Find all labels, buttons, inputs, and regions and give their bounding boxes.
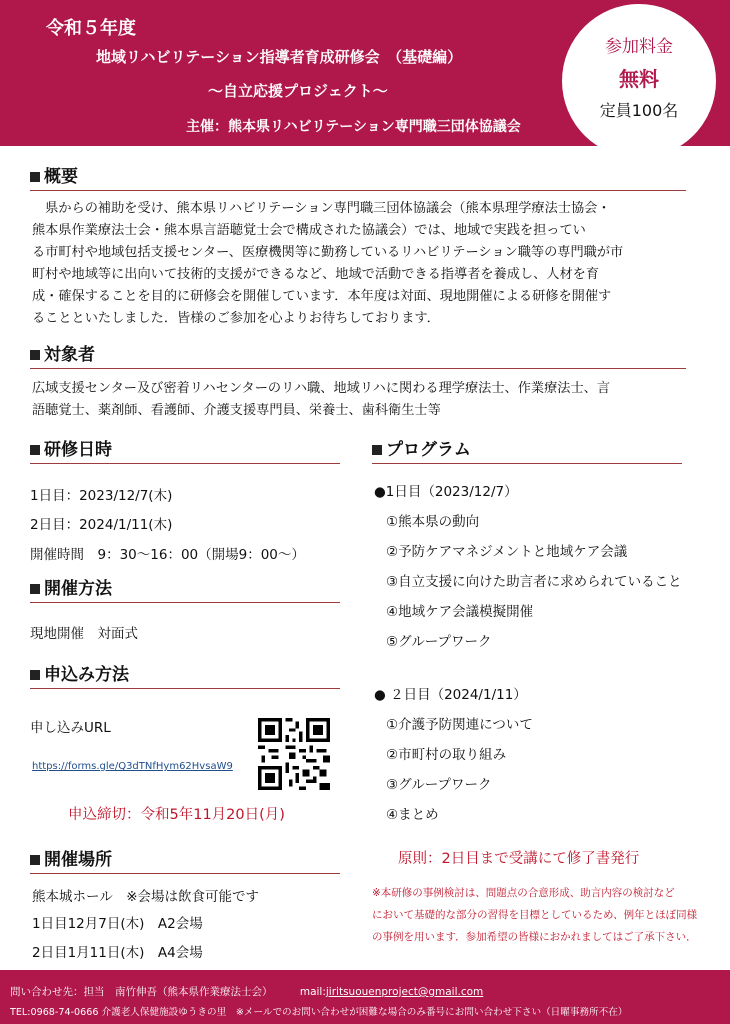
event-year: 令和５年度 — [46, 18, 136, 39]
venue-heading: 開催場所 — [30, 845, 340, 874]
footer-contact-row — [10, 984, 483, 999]
footer-contact: 問い合わせ先：担当 南竹伸吾（熊本県作業療法士会） — [10, 986, 273, 998]
bullet-square-icon — [30, 445, 40, 455]
fee-badge — [562, 4, 716, 158]
footer-tel: TEL:0968-74-0666 介護老人保健施設ゆうきの里 ※メールでのお問い合わせが困難な場合のみ番号にお問い合わせ下さい（日曜事務所不在） — [10, 1007, 628, 1018]
program-day1-item: ②予防ケアマネジメントと地域ケア会議 — [386, 544, 628, 560]
qr-code-icon[interactable] — [258, 718, 330, 790]
bullet-square-icon — [30, 584, 40, 594]
apply-heading: 申込み方法 — [30, 660, 340, 689]
program-day1-item: ①熊本県の動向 — [386, 514, 480, 530]
overview-line: 熊本県作業療法士会・熊本県言語聴覚士会で構成された協議会）では、地域で実践を担ってい — [32, 223, 586, 238]
program-heading: プログラム — [372, 435, 682, 464]
venue-name: 熊本城ホール ※会場は飲食可能です — [32, 889, 260, 905]
program-day1-item: ⑤グループワーク — [386, 634, 492, 650]
method-heading: 開催方法 — [30, 574, 340, 603]
target-heading: 対象者 — [30, 340, 686, 369]
footer-bar — [0, 970, 730, 1024]
program-day2-item: ④まとめ — [386, 807, 439, 823]
certificate-principle: 原則：2日目まで受講にて修了書発行 — [398, 851, 640, 867]
program-notes — [372, 882, 722, 948]
bullet-square-icon — [30, 350, 40, 360]
program-day1-item: ④地域ケア会議模擬開催 — [386, 604, 534, 620]
venue-day2: 2日目1月11日(木) A4会場 — [32, 945, 203, 961]
program-day2-item: ②市町村の取り組み — [386, 747, 507, 763]
note-line: ※本研修の事例検討は、問題点の合意形成、助言内容の検討など — [372, 887, 675, 899]
program-day2-item: ①介護予防関連について — [386, 717, 533, 733]
capacity: 定員100名 — [599, 101, 679, 120]
date-day1: 1日目：2023/12/7(木) — [30, 488, 173, 504]
bullet-square-icon — [372, 445, 382, 455]
target-line: 語聴覚士、薬剤師、看護師、介護支援専門員、栄養士、歯科衛生士等 — [32, 403, 441, 418]
overview-text — [32, 198, 698, 330]
fee-value: 無料 — [619, 67, 659, 91]
fee-label: 参加料金 — [605, 37, 673, 57]
overview-line: る市町村や地域包括支援センター、医療機関等に勤務しているリハビリテーション職等の専門職が市 — [32, 245, 624, 260]
overview-line: 町村や地域等に出向いて技術的支援ができるなど、地域で活動できる指導者を養成し、人材を育 — [32, 267, 600, 282]
venue-day1: 1日目12月7日(木) A2会場 — [32, 916, 203, 932]
program-day2-item: ③グループワーク — [386, 777, 492, 793]
target-line: 広域支援センター及び密着リハセンターのリハ職、地域リハに関わる理学療法士、作業療法士、言 — [32, 381, 611, 396]
session-hours: 開催時間 9：30〜16：00（開場9：00〜） — [30, 547, 305, 563]
apply-deadline: 申込締切：令和5年11月20日(月) — [68, 807, 285, 823]
program-day1-title: ●1日目（2023/12/7） — [374, 484, 518, 500]
program-day1-item: ③自立支援に向けた助言者に求められていること — [386, 574, 682, 590]
bullet-square-icon — [30, 172, 40, 182]
footer-mail-link[interactable]: jiritsuouenproject@gmail.com — [325, 986, 484, 998]
overview-line: 成・確保することを目的に研修会を開催しています．本年度は対面、現地開催による研修を開催す — [32, 289, 612, 304]
organizer: 主催：熊本県リハビリテーション専門職三団体協議会 — [186, 119, 521, 135]
overview-line: 県からの補助を受け、熊本県リハビリテーション専門職三団体協議会（熊本県理学療法士協会・ — [32, 201, 611, 216]
bullet-square-icon — [30, 670, 40, 680]
method-text: 現地開催 対面式 — [30, 626, 138, 642]
overview-line: ることといたしました．皆様のご参加を心よりお待ちしております． — [32, 311, 440, 326]
event-title: 地域リハビリテーション指導者育成研修会 （基礎編） — [96, 48, 463, 66]
overview-heading: 概要 — [30, 162, 686, 191]
dates-heading: 研修日時 — [30, 435, 340, 464]
apply-url-label: 申し込みURL — [30, 720, 111, 736]
footer-mail-label: mail: — [299, 986, 326, 998]
event-subtitle: ～自立応援プロジェクト～ — [208, 82, 388, 100]
note-line: において基礎的な部分の習得を目標としているため、例年とほぼ同様 — [372, 909, 698, 921]
note-line: の事例を用います．参加希望の皆様におかれましてはご了承下さい． — [372, 931, 697, 943]
bullet-square-icon — [30, 855, 40, 865]
target-text — [32, 378, 698, 422]
apply-url-link[interactable]: https://forms.gle/Q3dTNfHym62HvsaW9 — [32, 761, 233, 772]
program-day2-title: ● ２日目（2024/1/11） — [374, 687, 527, 703]
date-day2: 2日目：2024/1/11(木) — [30, 517, 173, 533]
